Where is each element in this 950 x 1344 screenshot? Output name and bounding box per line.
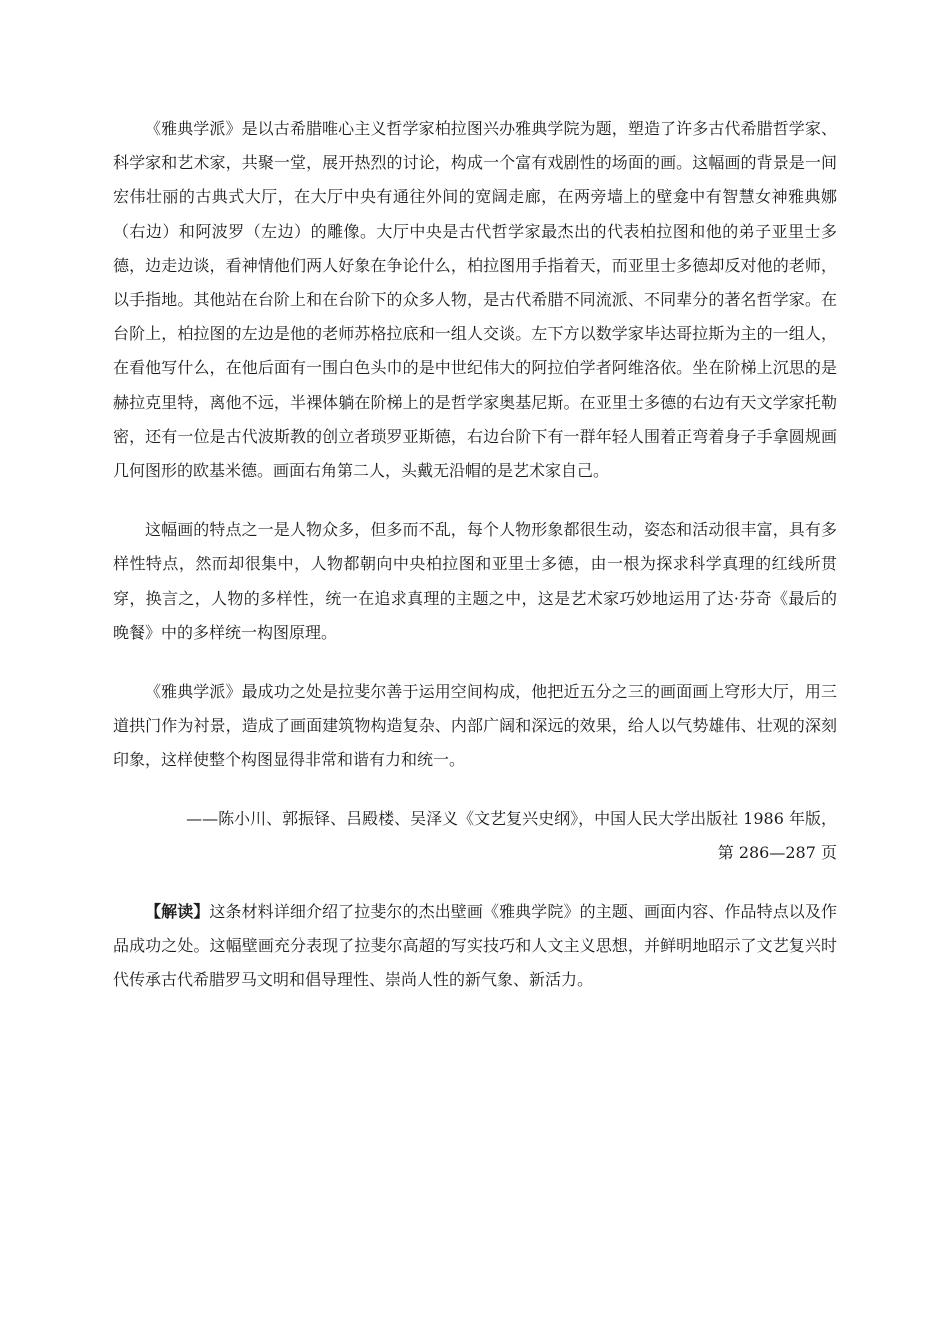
source-pages: 第 286—287 页 — [717, 842, 837, 862]
paragraph-spacer — [113, 650, 837, 675]
paragraph-spacer — [113, 870, 837, 895]
paragraph-composition-features: 这幅画的特点之一是人物众多，但多而不乱，每个人物形象都很生动，姿态和活动很丰富，具有多样性特点，然而却很集中，人物都朝向中央柏拉图和亚里士多德，由一根为探求科学真理的红线所贯穿，换言之，人物的多样性，统一在追求真理的主题之中，这是艺术家巧妙地运用了达·芬奇《最后的晚餐》中的多样统一构图原理。 — [113, 520, 837, 642]
source-citation: ——陈小川、郭振铎、吕殿楼、吴泽义《文艺复兴史纲》，中国人民大学出版社 1986 年版， — [186, 808, 837, 828]
document-page — [113, 112, 837, 998]
paragraph-spatial-composition: 《雅典学派》最成功之处是拉斐尔善于运用空间构成，他把近五分之三的画面画上穹形大厅，用三道拱门作为衬景，造成了画面建筑物构造复杂、内部广阔和深远的效果，给人以气势雄伟、壮观的深刻印象，这样使整个构图显得非常和谐有力和统一。 — [113, 682, 837, 770]
commentary-label: 【解读】 — [145, 902, 210, 922]
paragraph-school-of-athens-description: 《雅典学派》是以古希腊唯心主义哲学家柏拉图兴办雅典学院为题，塑造了许多古代希腊哲学家、科学家和艺术家，共聚一堂，展开热烈的讨论，构成一个富有戏剧性的场面的画。这幅画的背景是一间宏伟壮丽的古典式大厅，在大厅中央有通往外间的宽阔走廊，在两旁墙上的壁龛中有智慧女神雅典娜（右边）和阿波罗（左边）的雕像。大厅中央是古代哲学家最杰出的代表柏拉图和他的弟子亚里士多德，边走边谈，看神情他们两人好象在争论什么，柏拉图用手指着天，而亚里士多德却反对他的老师，以手指地。其他站在台阶上和在台阶下的众多人物，是古代希腊不同流派、不同辈分的著名哲学家。在台阶上，柏拉图的左边是他的老师苏格拉底和一组人交谈。左下方以数学家毕达哥拉斯为主的一组人，在看他写什么，在他后面有一围白色头巾的是中世纪伟大的阿拉伯学者阿维洛依。坐在阶梯上沉思的是赫拉克里特，离他不远，半裸体躺在阶梯上的是哲学家奥基尼斯。在亚里士多德的右边有天文学家托勒密，还有一位是古代波斯教的创立者琐罗亚斯德，右边台阶下有一群年轻人围着正弯着身子手拿圆规画几何图形的欧基米德。画面右角第二人，头戴无沿帽的是艺术家自己。 — [113, 119, 837, 481]
commentary-text: 这条材料详细介绍了拉斐尔的杰出壁画《雅典学院》的主题、画面内容、作品特点以及作品成功之处。这幅壁画充分表现了拉斐尔高超的写实技巧和人文主义思想，并鲜明地昭示了文艺复兴时代传承古代希腊罗马文明和倡导理性、崇尚人性的新气象、新活力。 — [113, 902, 837, 990]
paragraph-spacer — [113, 778, 837, 802]
paragraph-spacer — [113, 488, 837, 513]
commentary-paragraph — [113, 895, 837, 998]
